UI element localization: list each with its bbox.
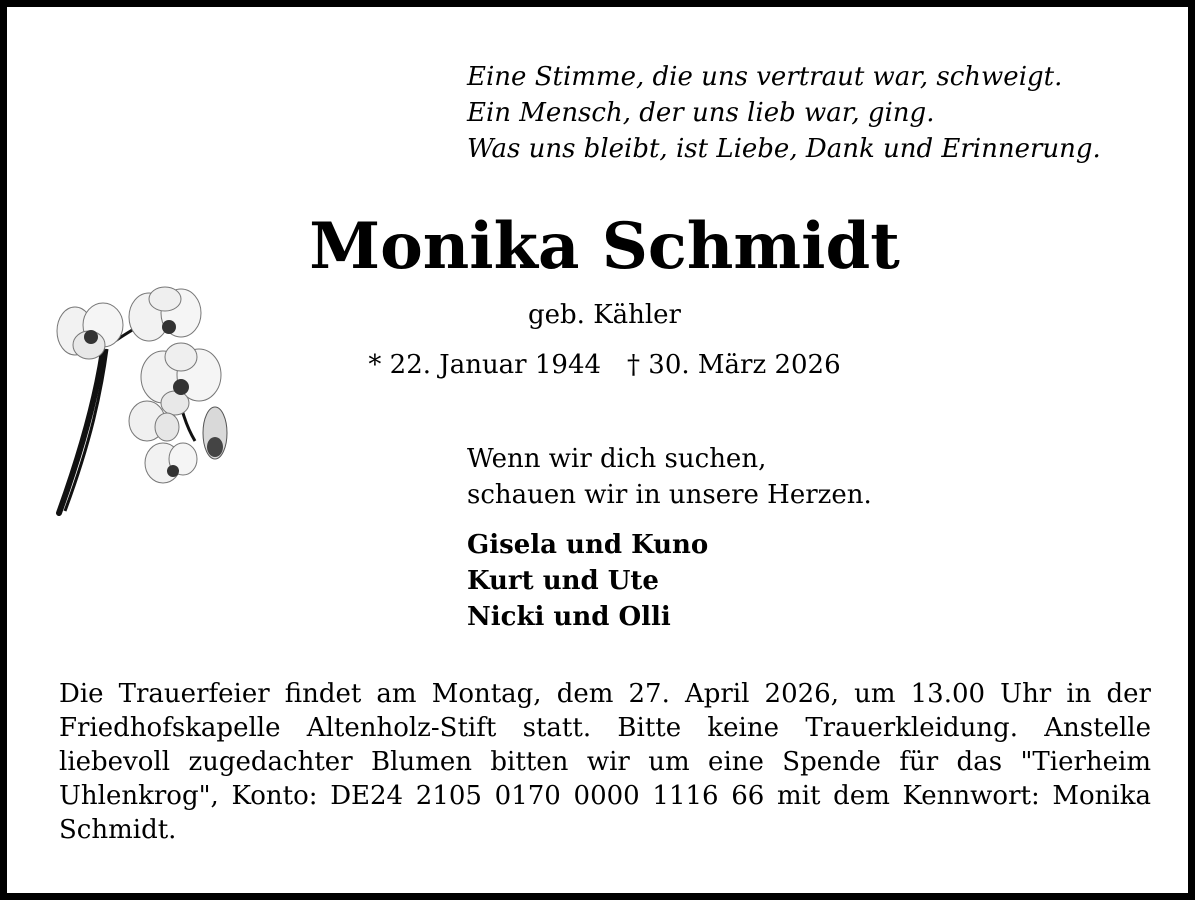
birth-name: geb. Kähler	[527, 300, 681, 330]
deceased-name: Monika Schmidt	[309, 209, 900, 284]
orchid-icon	[55, 281, 245, 517]
poem-line: Eine Stimme, die uns vertraut war, schweigt.	[467, 62, 1063, 92]
saying	[467, 441, 872, 513]
mourners-list	[467, 527, 708, 635]
poem-line: Ein Mensch, der uns lieb war, ging.	[467, 98, 935, 128]
funeral-notice: Die Trauerfeier findet am Montag, dem 27. April 2026, um 13.00 Uhr in der Friedhofskapelle Altenholz-Stift statt. Bitte keine Trauerkleidung. Anstelle liebevoll zugedachter Blumen bitten wir um eine Spende für das "Tierheim Uhlenkrog", Konto: DE24 2105 0170 0000 1116 66 mit dem Kennwort: Monika Schmidt.	[59, 679, 1151, 845]
mourner-entry: Gisela und Kuno	[467, 530, 709, 560]
mourner-entry: Nicki und Olli	[467, 602, 671, 632]
saying-line: Wenn wir dich suchen,	[467, 444, 767, 474]
birth-date: * 22. Januar 1944	[368, 350, 602, 380]
poem	[467, 59, 1101, 167]
death-date: † 30. März 2026	[627, 350, 841, 380]
mourner-entry: Kurt und Ute	[467, 566, 659, 596]
poem-line: Was uns bleibt, ist Liebe, Dank und Erinnerung.	[467, 134, 1101, 164]
saying-line: schauen wir in unsere Herzen.	[467, 480, 872, 510]
